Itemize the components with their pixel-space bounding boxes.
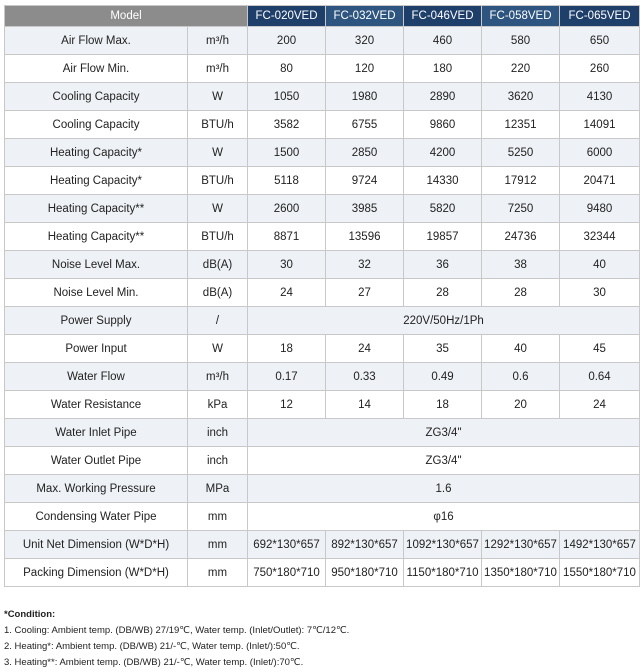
table-row <box>5 27 640 55</box>
parameter-cell: Water Outlet Pipe <box>5 447 188 475</box>
parameter-cell: Water Flow <box>5 363 188 391</box>
value-cell: 24 <box>248 279 326 307</box>
value-cell: 0.6 <box>482 363 560 391</box>
table-header-row <box>5 6 640 27</box>
value-cell: 1292*130*657 <box>482 531 560 559</box>
value-cell: 30 <box>248 251 326 279</box>
value-cell: 180 <box>404 55 482 83</box>
parameter-cell: Condensing Water Pipe <box>5 503 188 531</box>
value-cell: 0.49 <box>404 363 482 391</box>
value-cell: 40 <box>560 251 640 279</box>
value-cell: 0.64 <box>560 363 640 391</box>
note-line: 3. Heating**: Ambient temp. (DB/WB) 21/-℃, Water temp. (Inlet/):70℃. <box>4 657 304 668</box>
table-row <box>5 447 640 475</box>
unit-cell: mm <box>188 559 248 587</box>
value-cell: 5118 <box>248 167 326 195</box>
notes-title: *Condition: <box>4 609 56 620</box>
unit-cell: inch <box>188 447 248 475</box>
table-row <box>5 195 640 223</box>
value-cell: 24 <box>326 335 404 363</box>
table-row <box>5 167 640 195</box>
value-cell: 3985 <box>326 195 404 223</box>
note-line: 2. Heating*: Ambient temp. (DB/WB) 21/-℃, Water temp. (Inlet/):50℃. <box>4 641 300 652</box>
unit-cell: m³/h <box>188 27 248 55</box>
conditions-notes <box>4 607 349 671</box>
unit-cell: dB(A) <box>188 279 248 307</box>
value-cell: 650 <box>560 27 640 55</box>
value-cell: 580 <box>482 27 560 55</box>
value-cell: 27 <box>326 279 404 307</box>
value-cell: 38 <box>482 251 560 279</box>
value-cell: 14091 <box>560 111 640 139</box>
unit-cell: BTU/h <box>188 223 248 251</box>
parameter-cell: Heating Capacity* <box>5 167 188 195</box>
unit-cell: m³/h <box>188 55 248 83</box>
value-cell: 1550*180*710 <box>560 559 640 587</box>
value-cell: 40 <box>482 335 560 363</box>
value-cell: 14 <box>326 391 404 419</box>
parameter-cell: Heating Capacity* <box>5 139 188 167</box>
value-cell: 6000 <box>560 139 640 167</box>
value-cell: 9860 <box>404 111 482 139</box>
unit-cell: W <box>188 83 248 111</box>
model-column-header: FC-032VED <box>326 6 404 27</box>
value-cell: 1050 <box>248 83 326 111</box>
value-cell: 12 <box>248 391 326 419</box>
unit-cell: kPa <box>188 391 248 419</box>
parameter-cell: Unit Net Dimension (W*D*H) <box>5 531 188 559</box>
value-cell: 5820 <box>404 195 482 223</box>
parameter-cell: Power Input <box>5 335 188 363</box>
parameter-cell: Max. Working Pressure <box>5 475 188 503</box>
table-row <box>5 419 640 447</box>
value-cell: 1350*180*710 <box>482 559 560 587</box>
model-header: Model <box>5 6 248 27</box>
value-cell: 18 <box>404 391 482 419</box>
table-row <box>5 503 640 531</box>
value-cell: 1980 <box>326 83 404 111</box>
value-cell: 20471 <box>560 167 640 195</box>
value-cell: 13596 <box>326 223 404 251</box>
value-cell: 4130 <box>560 83 640 111</box>
parameter-cell: Water Inlet Pipe <box>5 419 188 447</box>
table-row <box>5 223 640 251</box>
merged-value-cell: ZG3/4" <box>248 447 640 475</box>
value-cell: 24736 <box>482 223 560 251</box>
table-row <box>5 55 640 83</box>
value-cell: 32 <box>326 251 404 279</box>
unit-cell: mm <box>188 531 248 559</box>
value-cell: 20 <box>482 391 560 419</box>
model-column-header: FC-065VED <box>560 6 640 27</box>
spec-table <box>4 5 640 587</box>
value-cell: 45 <box>560 335 640 363</box>
value-cell: 35 <box>404 335 482 363</box>
parameter-cell: Noise Level Max. <box>5 251 188 279</box>
table-row <box>5 391 640 419</box>
value-cell: 0.33 <box>326 363 404 391</box>
table-row <box>5 279 640 307</box>
unit-cell: dB(A) <box>188 251 248 279</box>
parameter-cell: Power Supply <box>5 307 188 335</box>
value-cell: 32344 <box>560 223 640 251</box>
value-cell: 36 <box>404 251 482 279</box>
value-cell: 1150*180*710 <box>404 559 482 587</box>
value-cell: 1492*130*657 <box>560 531 640 559</box>
merged-value-cell: ZG3/4" <box>248 419 640 447</box>
unit-cell: W <box>188 139 248 167</box>
value-cell: 3582 <box>248 111 326 139</box>
merged-value-cell: 220V/50Hz/1Ph <box>248 307 640 335</box>
model-column-header: FC-058VED <box>482 6 560 27</box>
value-cell: 8871 <box>248 223 326 251</box>
value-cell: 950*180*710 <box>326 559 404 587</box>
value-cell: 1092*130*657 <box>404 531 482 559</box>
model-column-header: FC-046VED <box>404 6 482 27</box>
parameter-cell: Packing Dimension (W*D*H) <box>5 559 188 587</box>
unit-cell: BTU/h <box>188 111 248 139</box>
value-cell: 120 <box>326 55 404 83</box>
value-cell: 200 <box>248 27 326 55</box>
value-cell: 2890 <box>404 83 482 111</box>
value-cell: 80 <box>248 55 326 83</box>
value-cell: 220 <box>482 55 560 83</box>
table-row <box>5 251 640 279</box>
table-row <box>5 363 640 391</box>
value-cell: 4200 <box>404 139 482 167</box>
value-cell: 1500 <box>248 139 326 167</box>
table-row <box>5 475 640 503</box>
value-cell: 320 <box>326 27 404 55</box>
value-cell: 9724 <box>326 167 404 195</box>
parameter-cell: Air Flow Max. <box>5 27 188 55</box>
value-cell: 3620 <box>482 83 560 111</box>
model-column-header: FC-020VED <box>248 6 326 27</box>
unit-cell: inch <box>188 419 248 447</box>
table-row <box>5 531 640 559</box>
unit-cell: / <box>188 307 248 335</box>
value-cell: 2600 <box>248 195 326 223</box>
unit-cell: MPa <box>188 475 248 503</box>
value-cell: 19857 <box>404 223 482 251</box>
value-cell: 12351 <box>482 111 560 139</box>
unit-cell: W <box>188 335 248 363</box>
table-row <box>5 83 640 111</box>
value-cell: 9480 <box>560 195 640 223</box>
value-cell: 24 <box>560 391 640 419</box>
value-cell: 6755 <box>326 111 404 139</box>
unit-cell: BTU/h <box>188 167 248 195</box>
parameter-cell: Water Resistance <box>5 391 188 419</box>
value-cell: 0.17 <box>248 363 326 391</box>
value-cell: 692*130*657 <box>248 531 326 559</box>
value-cell: 18 <box>248 335 326 363</box>
parameter-cell: Noise Level Min. <box>5 279 188 307</box>
unit-cell: mm <box>188 503 248 531</box>
value-cell: 7250 <box>482 195 560 223</box>
parameter-cell: Heating Capacity** <box>5 195 188 223</box>
unit-cell: W <box>188 195 248 223</box>
table-row <box>5 335 640 363</box>
value-cell: 30 <box>560 279 640 307</box>
value-cell: 2850 <box>326 139 404 167</box>
table-body <box>5 27 640 587</box>
value-cell: 5250 <box>482 139 560 167</box>
value-cell: 28 <box>482 279 560 307</box>
merged-value-cell: φ16 <box>248 503 640 531</box>
table-row <box>5 111 640 139</box>
table-row <box>5 559 640 587</box>
parameter-cell: Cooling Capacity <box>5 111 188 139</box>
parameter-cell: Air Flow Min. <box>5 55 188 83</box>
value-cell: 17912 <box>482 167 560 195</box>
parameter-cell: Cooling Capacity <box>5 83 188 111</box>
table-row <box>5 139 640 167</box>
value-cell: 260 <box>560 55 640 83</box>
value-cell: 750*180*710 <box>248 559 326 587</box>
value-cell: 14330 <box>404 167 482 195</box>
unit-cell: m³/h <box>188 363 248 391</box>
parameter-cell: Heating Capacity** <box>5 223 188 251</box>
table-row <box>5 307 640 335</box>
value-cell: 892*130*657 <box>326 531 404 559</box>
merged-value-cell: 1.6 <box>248 475 640 503</box>
note-line: 1. Cooling: Ambient temp. (DB/WB) 27/19℃, Water temp. (Inlet/Outlet): 7℃/12℃. <box>4 625 350 636</box>
value-cell: 460 <box>404 27 482 55</box>
value-cell: 28 <box>404 279 482 307</box>
